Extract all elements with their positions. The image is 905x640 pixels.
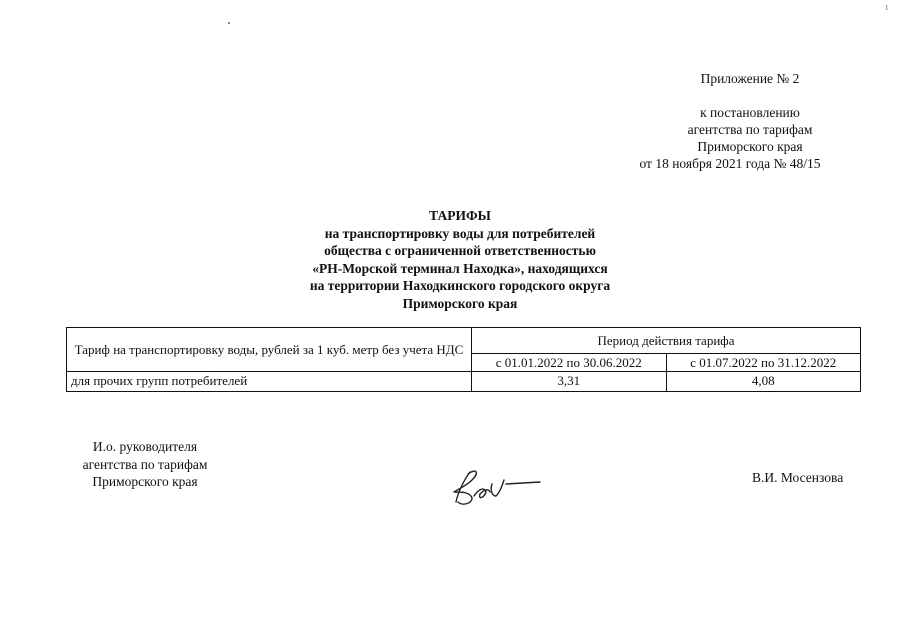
period-1: с 01.01.2022 по 30.06.2022 xyxy=(472,354,667,372)
title-line: на территории Находкинского городского округа xyxy=(309,278,611,293)
document-title xyxy=(190,207,730,312)
scan-speck xyxy=(228,22,230,24)
position-line: Приморского края xyxy=(92,474,198,489)
row-value-period-2: 4,08 xyxy=(666,372,861,392)
title-line: «РН-Морской терминал Находка», находящихся xyxy=(312,260,608,276)
title-line: Приморского края xyxy=(402,295,518,311)
position-line: И.о. руководителя xyxy=(92,439,198,454)
appendix-line: агентства по тарифам xyxy=(687,122,813,137)
tariff-table xyxy=(66,327,861,392)
row-value-period-1: 3,31 xyxy=(472,372,667,392)
page-corner-mark: 1 xyxy=(885,4,889,12)
title-heading: ТАРИФЫ xyxy=(429,208,491,223)
position-line: агентства по тарифам xyxy=(82,456,208,472)
title-line: общества с ограниченной ответственностью xyxy=(324,243,596,258)
appendix-block xyxy=(600,70,900,172)
table-header-label: Тариф на транспортировку воды, рублей за 1 куб. метр без учета НДС xyxy=(67,328,472,372)
appendix-number: Приложение № 2 xyxy=(700,71,800,86)
period-2: с 01.07.2022 по 31.12.2022 xyxy=(666,354,861,372)
signatory-position xyxy=(70,438,220,491)
signatory-name: В.И. Мосензова xyxy=(752,470,844,485)
title-line: на транспортировку воды для потребителей xyxy=(324,225,596,241)
table-row xyxy=(67,372,861,392)
period-header: Период действия тарифа xyxy=(472,328,861,354)
appendix-line: к постановлению xyxy=(700,105,800,120)
appendix-line: от 18 ноября 2021 года № 48/15 xyxy=(639,156,821,171)
row-label: для прочих групп потребителей xyxy=(67,372,472,392)
handwritten-signature xyxy=(448,462,548,514)
table-header-row xyxy=(67,328,861,354)
appendix-line: Приморского края xyxy=(697,139,803,154)
